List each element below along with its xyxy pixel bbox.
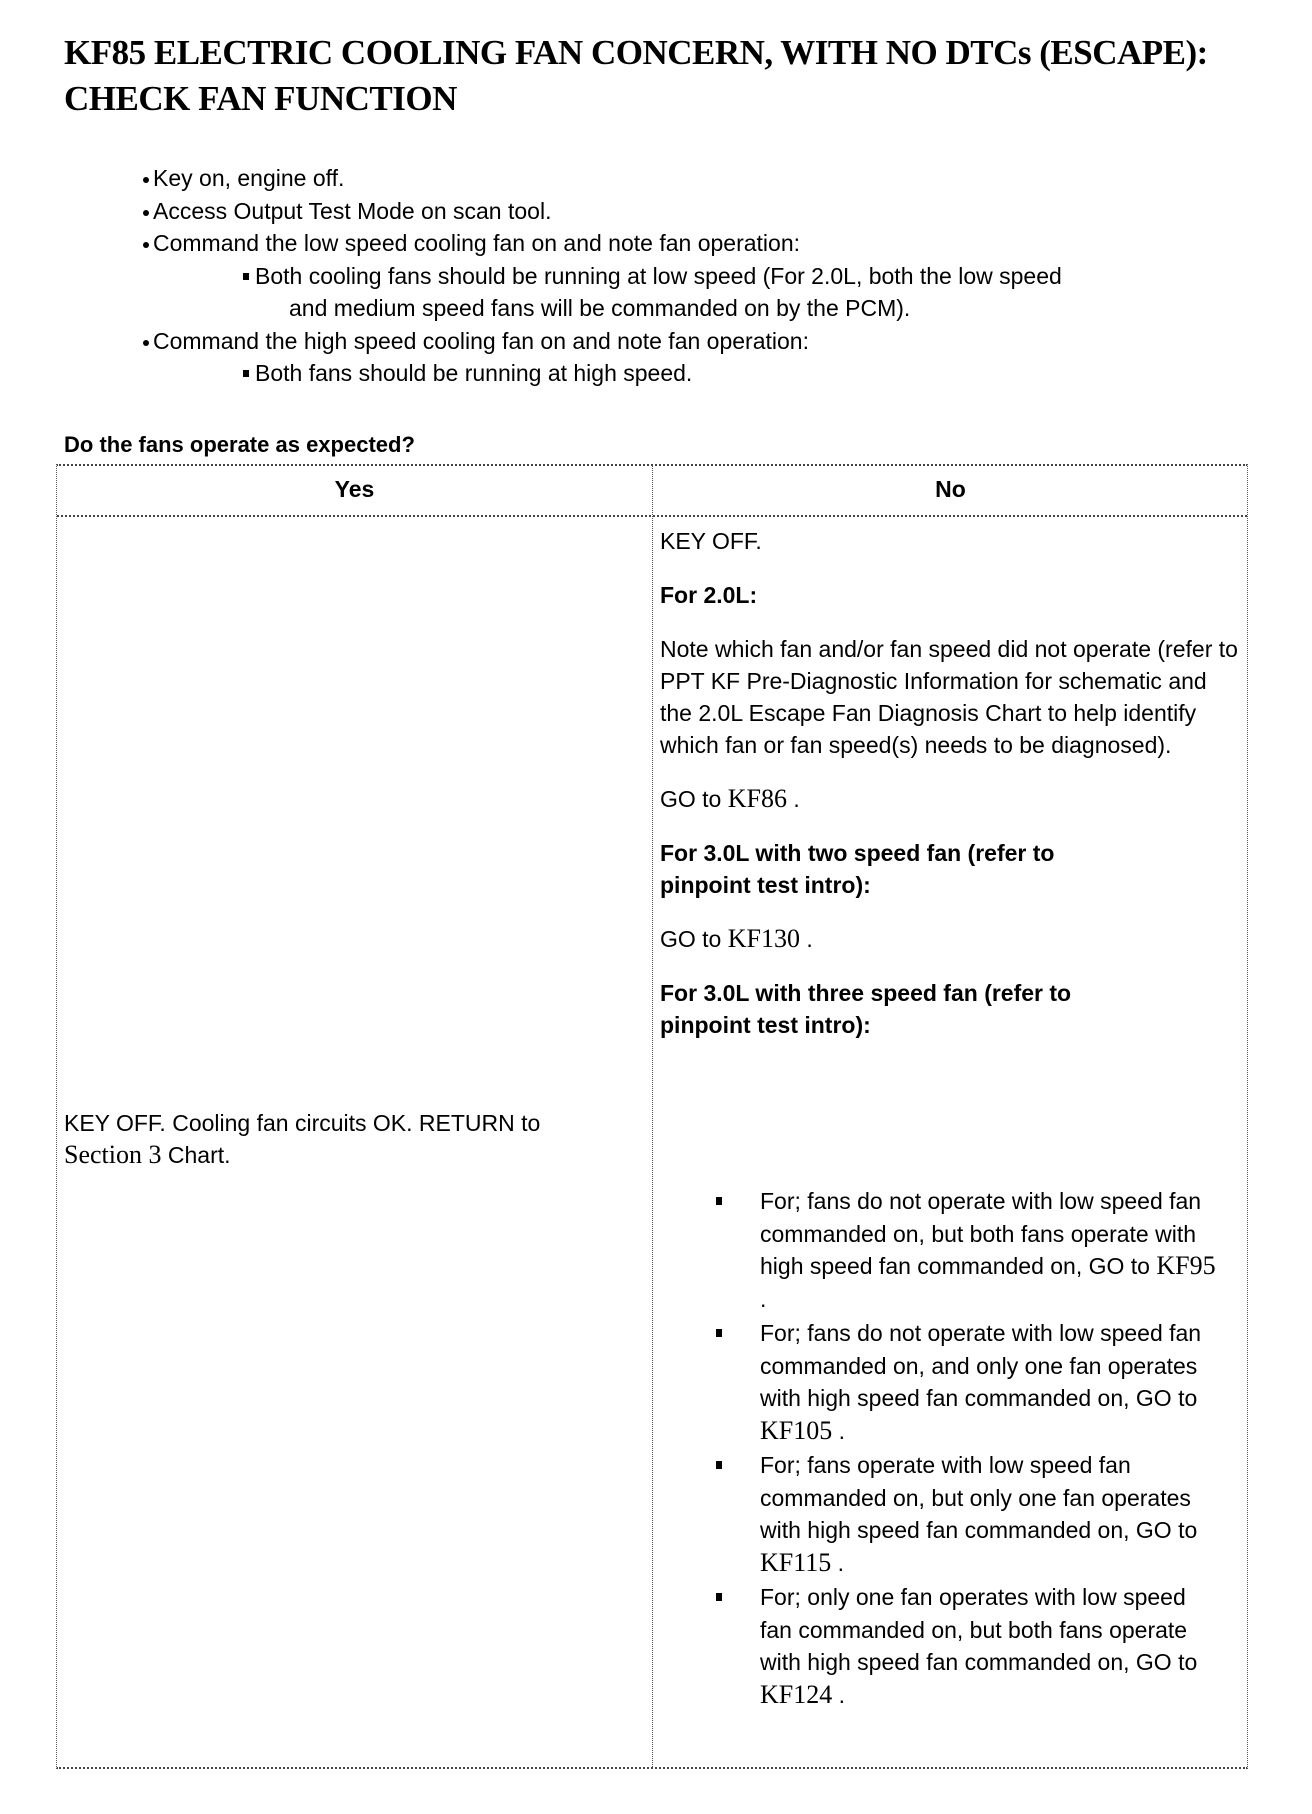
period: . — [806, 926, 813, 952]
key-off: KEY OFF. — [660, 528, 762, 554]
kf105-link[interactable]: KF105 — [760, 1415, 833, 1445]
go-to-label: GO to — [660, 926, 722, 952]
step: Access Output Test Mode on scan tool. — [143, 195, 1225, 228]
three-speed-bullets — [716, 1185, 1220, 1713]
period: . — [838, 1681, 846, 1708]
step: Command the low speed cooling fan on and note fan operation: — [143, 227, 1225, 260]
kf115-link[interactable]: KF115 — [760, 1547, 832, 1577]
kf86-link[interactable]: KF86 — [727, 784, 787, 813]
kf124-link[interactable]: KF124 — [760, 1679, 833, 1709]
bullet-text: For; fans operate with low speed fan commanded on, but only one fan operates with high speed fan commanded on, GO to — [760, 1452, 1198, 1543]
bullet-text: For; only one fan operates with low speed fan commanded on, but both fans operate with high speed fan commanded on, GO to — [760, 1584, 1198, 1675]
period: . — [838, 1417, 846, 1444]
page-title: KF85 ELECTRIC COOLING FAN CONCERN, WITH NO DTCs (ESCAPE): CHECK FAN FUNCTION — [64, 33, 1208, 118]
step: Key on, engine off. — [143, 162, 1225, 195]
yes-text-end: Chart. — [167, 1142, 231, 1168]
list-item — [716, 1581, 1220, 1711]
column-divider — [652, 466, 653, 1767]
yes-cell — [64, 1107, 624, 1171]
header-yes: Yes — [334, 476, 375, 502]
for-20l-heading: For 2.0L: — [660, 582, 758, 608]
bullet-text: For; fans do not operate with low speed fan commanded on, and only one fan operates with high speed fan commanded on, GO to — [760, 1320, 1202, 1411]
list-item — [716, 1185, 1220, 1315]
sub-step: Both fans should be running at high speed. — [243, 357, 1225, 390]
sub-step — [243, 260, 1225, 325]
yes-text: KEY OFF. Cooling fan circuits OK. RETURN to — [64, 1110, 541, 1136]
header-divider — [57, 515, 1247, 517]
sub-step-line: Both cooling fans should be running at low speed (For 2.0L, both the low speed — [255, 262, 1062, 289]
list-item — [716, 1317, 1220, 1447]
kf95-link[interactable]: KF95 — [1156, 1251, 1216, 1280]
header-no: No — [935, 476, 966, 502]
go-to-kf86 — [660, 783, 1245, 815]
period: . — [793, 786, 800, 812]
for-30l-three-speed-heading: For 3.0L with three speed fan (refer to pinpoint test intro): — [660, 980, 1072, 1038]
kf130-link[interactable]: KF130 — [727, 924, 800, 953]
note-text: Note which fan and/or fan speed did not operate (refer to PPT KF Pre-Diagnostic Information for schematic and the 2.0L Escape Fan Diagnosis Chart to help identify which fan or fan speed(s) needs to be diagnosed). — [660, 636, 1238, 758]
for-30l-two-speed-heading: For 3.0L with two speed fan (refer to pinpoint test intro): — [660, 840, 1055, 898]
sub-step-line: and medium speed fans will be commanded on by the PCM). — [289, 295, 911, 321]
go-to-label: GO to — [660, 786, 722, 812]
go-to-kf130 — [660, 923, 1245, 955]
section-3-link[interactable]: Section 3 — [64, 1140, 162, 1169]
list-item — [716, 1449, 1220, 1579]
period: . — [837, 1549, 845, 1576]
procedure-steps — [143, 162, 1225, 390]
step: Command the high speed cooling fan on and note fan operation: — [143, 325, 1225, 358]
period: . — [760, 1285, 767, 1312]
bullet-text: For; fans do not operate with low speed fan commanded on, but both fans operate with high speed fan commanded on, GO to — [760, 1188, 1202, 1279]
question: Do the fans operate as expected? — [64, 432, 415, 457]
no-cell — [660, 525, 1245, 1063]
